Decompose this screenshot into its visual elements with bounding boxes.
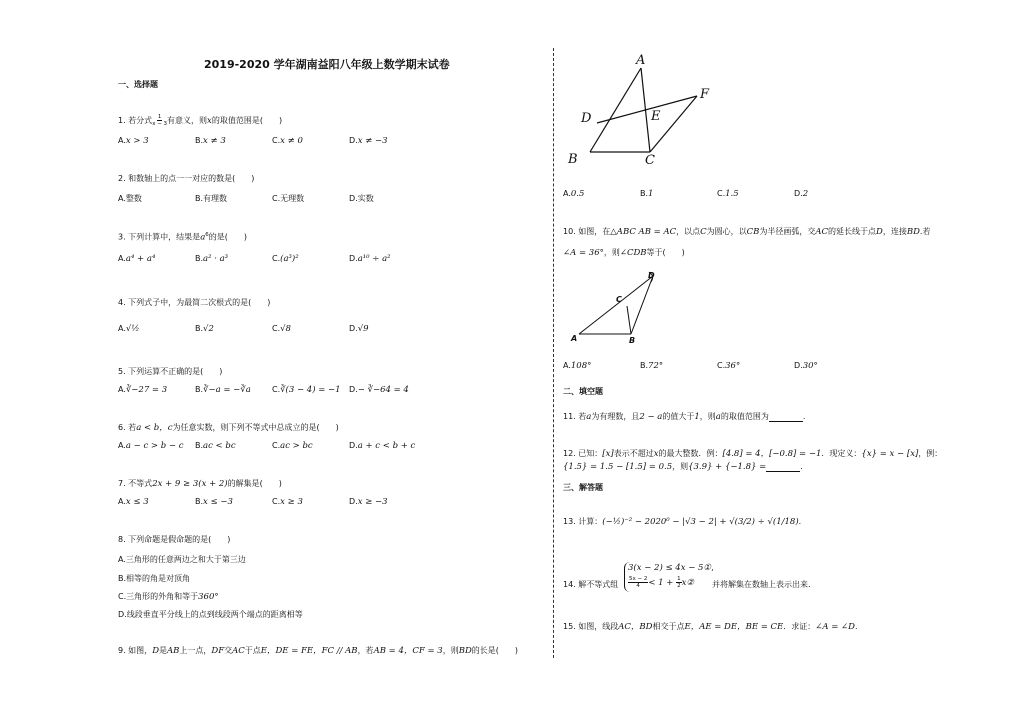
label-c: C [645,153,655,168]
q4-option-a[interactable]: A.√½ [118,324,140,334]
question-11: 11. 若a为有理数，且2 − a的值大于1，则a的取值范围为 . [563,412,806,422]
q1-option-b[interactable]: B.x ≠ 3 [195,136,226,146]
question-7-stem: 7. 不等式2x + 9 ≥ 3(x + 2)的解集是( ) [118,479,282,489]
question-10-stem-line1: 10. 如图，在△ABC AB = AC，以点C为圆心，以CB为半径画弧，交AC的延长线于点D，连接BD.若 [563,227,931,237]
section-fill-heading: 二、填空题 [563,387,603,396]
q2-option-c[interactable]: C.无理数 [272,194,305,203]
question-3-stem: 3. 下列计算中，结果是$a^6$的是( ) [118,232,248,243]
q6-option-d[interactable]: D.a + c < b + c [349,441,416,451]
q9-option-d[interactable]: D.2 [794,189,809,199]
q10-option-c[interactable]: C.36° [717,361,741,371]
label-c: C [616,295,622,304]
fraction: $\frac{1}{x - 3}$ [152,114,168,127]
label-d: D [648,271,655,280]
q10-option-d[interactable]: D.30° [794,361,818,371]
question-12-line1: 12. 已知：[x]表示不超过x的最大整数．例：[4.8] = 4，[−0.8] = −1．现定义：{x} = x − [x]，例： [563,449,943,459]
question-6-stem: 6. 若a < b，c为任意实数，则下列不等式中总成立的是( ) [118,423,339,433]
q10-option-b[interactable]: B.72° [640,361,664,371]
q2-option-a[interactable]: A.整数 [118,194,142,203]
q6-option-b[interactable]: B.ac < bc [195,441,236,451]
q8-option-d[interactable]: D.线段垂直平分线上的点到线段两个端点的距离相等 [118,610,303,619]
label-b: B [629,336,636,345]
q1-option-c[interactable]: C.x ≠ 0 [272,136,303,146]
question-1-stem: 1. 若分式 $\frac{1}{x - 3}$ 有意义，则x的取值范围是( ) [118,114,283,127]
question-9-stem: 9. 如图，D是AB上一点，DF交AC于点E，DE = FE，FC // AB，若AB = 4，CF = 3，则BD的长是( ) [118,646,519,656]
q5-option-a[interactable]: A.∛−27 = 3 [118,385,168,395]
q4-option-d[interactable]: D.√9 [349,324,369,334]
answer-blank[interactable] [769,413,803,422]
q2-option-b[interactable]: B.有理数 [195,194,228,203]
label-e: E [651,109,661,124]
label-f: F [700,87,710,102]
q5-option-c[interactable]: C.∛(3 − 4) = −1 [272,385,341,395]
question-13: 13. 计算：(−½)⁻² − 2020⁰ − |√3 − 2| + √(3/2) ÷ √(1/18). [563,517,802,527]
q7-option-c[interactable]: C.x ≥ 3 [272,497,303,507]
q8-option-c[interactable]: C.三角形的外角和等于360° [118,592,219,602]
q6-option-c[interactable]: C.ac > bc [272,441,313,451]
question-10-stem-line2: ∠A = 36°，则∠CDB等于( ) [563,248,685,258]
q3-option-b[interactable]: B.a² · a³ [195,254,229,264]
q9-geometry-figure [562,50,722,172]
segment-ab [590,68,641,152]
question-12-line2: {1.5} = 1.5 − [1.5] = 0.5，则{3.9} + {−1.8} = . [563,462,803,472]
exam-title: 2019-2020 学年湖南益阳八年级上数学期末试卷 [204,58,450,71]
q10-triangle-figure [565,268,665,348]
section-solve-heading: 三、解答题 [563,483,603,492]
inequality-1: 3(x − 2) ≤ 4x − 5①, [628,563,714,573]
label-a: A [571,334,578,343]
q8-option-a[interactable]: A.三角形的任意两边之和大于第三边 [118,555,246,564]
section-choice-heading: 一、选择题 [118,80,158,89]
q4-option-b[interactable]: B.√2 [195,324,214,334]
q1-option-a[interactable]: A.x > 3 [118,136,149,146]
question-14-instruction: 并将解集在数轴上表示出来. [712,580,811,589]
q8-option-b[interactable]: B.相等的角是对顶角 [118,574,191,583]
q5-option-d[interactable]: D.− ∛−64 = 4 [349,385,409,395]
question-14-label: 14. 解不等式组 [563,580,619,589]
question-5-stem: 5. 下列运算不正确的是( ) [118,367,223,376]
q7-option-a[interactable]: A.x ≤ 3 [118,497,149,507]
q7-option-d[interactable]: D.x ≥ −3 [349,497,388,507]
q9-option-a[interactable]: A.0.5 [563,189,585,199]
question-15: 15. 如图，线段AC，BD相交于点E，AE = DE，BE = CE．求证：∠A = ∠D. [563,622,858,632]
q2-option-d[interactable]: D.实数 [349,194,374,203]
q10-option-a[interactable]: A.108° [563,361,592,371]
label-a: A [636,53,646,68]
question-2-stem: 2. 和数轴上的点一一对应的数是( ) [118,174,255,183]
question-4-stem: 4. 下列式子中，为最简二次根式的是( ) [118,298,271,307]
label-d: D [581,111,592,126]
inequality-2: $\frac{5x - 2}{4}$ < 1 + $\frac{1}{2}$ x② [629,576,695,589]
q3-option-d[interactable]: D.a¹⁰ ÷ a² [349,254,391,264]
answer-blank[interactable] [766,463,800,472]
q3-option-a[interactable]: A.a⁴ + a⁴ [118,254,156,264]
label-b: B [568,152,578,167]
q3-option-c[interactable]: C.(a³)² [272,254,299,264]
q9-option-c[interactable]: C.1.5 [717,189,739,199]
q1-option-d[interactable]: D.x ≠ −3 [349,136,388,146]
column-divider [553,48,555,658]
q9-option-b[interactable]: B.1 [640,189,654,199]
q7-option-b[interactable]: B.x ≤ −3 [195,497,233,507]
q5-option-b[interactable]: B.∛−a = −∛a [195,385,251,395]
q4-option-c[interactable]: C.√8 [272,324,291,334]
q6-option-a[interactable]: A.a − c > b − c [118,441,184,451]
segment-cf [650,96,697,152]
question-8-stem: 8. 下列命题是假命题的是( ) [118,535,231,544]
segment-bc [627,306,631,334]
